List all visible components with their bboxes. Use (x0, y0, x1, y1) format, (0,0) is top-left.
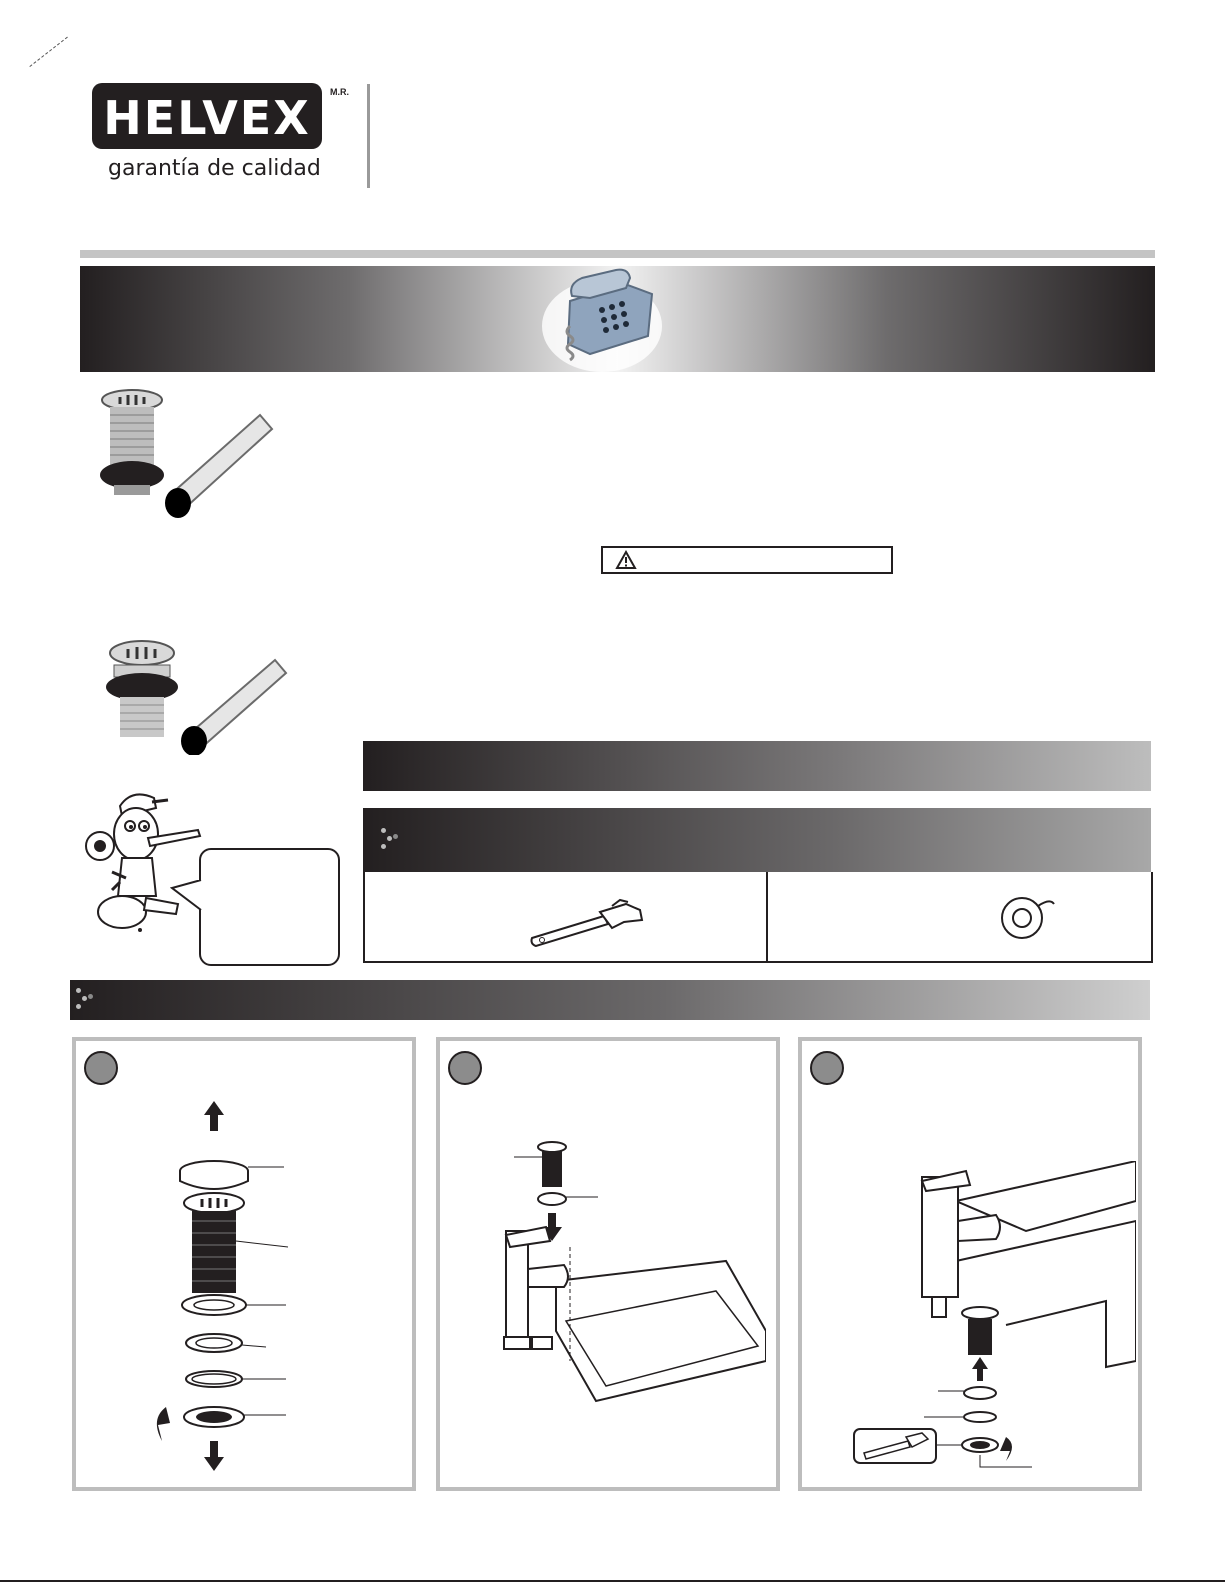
section-band-specs (363, 741, 1151, 791)
step-panel-3 (798, 1037, 1142, 1491)
logo-tagline: garantía de calidad (108, 156, 321, 181)
crop-mark (29, 37, 68, 68)
warning-triangle-icon (615, 550, 637, 570)
telephone-icon (530, 266, 670, 372)
drain-product-image-1 (92, 385, 277, 525)
header-rule (80, 250, 1155, 258)
trademark-mark: M.R. (330, 87, 349, 97)
exploded-drain-diagram (136, 1101, 366, 1471)
pipe-wrench-icon (528, 898, 646, 950)
hero-banner (80, 266, 1155, 372)
step-number-circle (448, 1051, 482, 1085)
header-divider (367, 84, 370, 188)
step-number-circle (84, 1051, 118, 1085)
speech-bubble (199, 848, 340, 966)
helvex-logo (92, 83, 322, 149)
tighten-nut-diagram (846, 1161, 1136, 1481)
page-bottom-rule (0, 1580, 1225, 1582)
basin-installation-diagram (466, 1131, 766, 1431)
speech-bubble-tail (170, 880, 204, 920)
logo-wordmark: HELVEX (103, 91, 311, 145)
section-band-tools (363, 808, 1151, 872)
drain-product-image-2 (100, 635, 290, 755)
step-panel-1 (72, 1037, 416, 1491)
step-number-circle (810, 1051, 844, 1085)
sealing-tape-icon (998, 892, 1058, 942)
step-panel-2 (436, 1037, 780, 1491)
section-band-installation (70, 980, 1150, 1020)
tools-table-divider (766, 872, 768, 963)
warning-box (601, 546, 893, 574)
